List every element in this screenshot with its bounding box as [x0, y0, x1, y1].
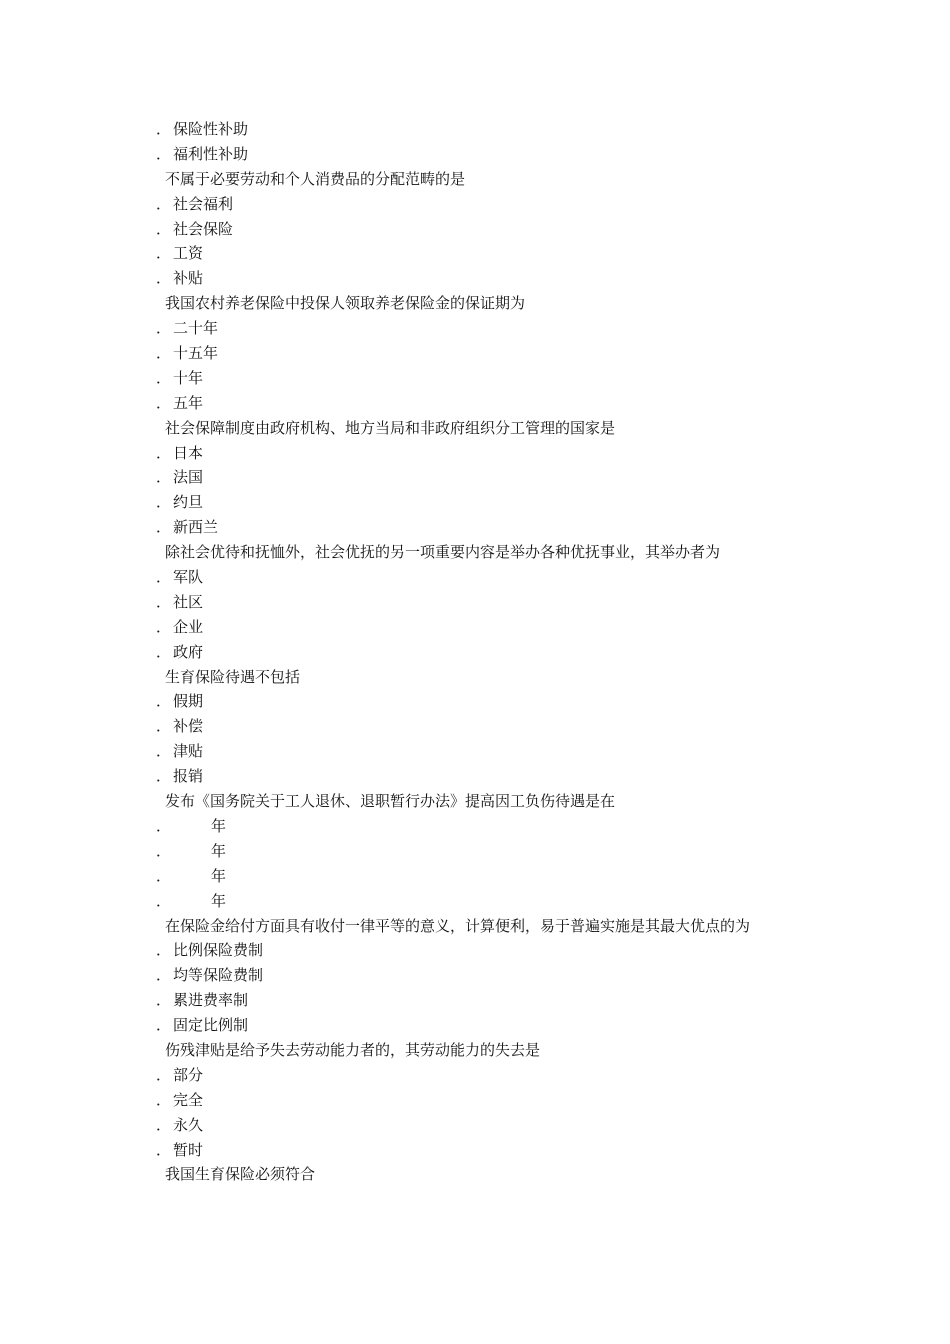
option-text: 法国: [173, 468, 204, 487]
answer-option: [146, 1063, 806, 1088]
answer-option: [146, 117, 806, 142]
option-marker: ．: [156, 941, 172, 960]
option-text: 津贴: [173, 742, 204, 761]
question-list: [146, 117, 806, 1187]
option-marker: ．: [156, 592, 172, 611]
option-marker: ．: [156, 120, 172, 138]
option-marker: ．: [156, 194, 172, 213]
answer-option: [146, 465, 806, 490]
option-marker: ．: [156, 219, 172, 238]
option-marker: ．: [156, 144, 172, 163]
option-marker: ．: [156, 244, 172, 263]
option-marker: ．: [156, 468, 172, 487]
answer-option: [146, 515, 806, 540]
option-text: 年: [211, 841, 227, 860]
option-marker: ．: [156, 1115, 172, 1134]
option-text: 部分: [173, 1065, 204, 1084]
option-text: 暂时: [173, 1140, 204, 1159]
year-option: [146, 839, 806, 864]
option-text: 五年: [173, 393, 204, 412]
option-text: 年: [211, 816, 227, 835]
option-text: 补贴: [173, 269, 204, 288]
option-text: 完全: [173, 1090, 204, 1109]
question-text: 我国生育保险必须符合: [165, 1165, 316, 1184]
option-text: 均等保险费制: [173, 966, 264, 985]
option-text: 新西兰: [173, 518, 219, 537]
option-marker: ．: [156, 767, 172, 786]
option-text: 年: [211, 866, 227, 885]
option-text: 报销: [173, 767, 204, 786]
option-text: 假期: [173, 692, 204, 711]
answer-option: [146, 764, 806, 789]
question-text: 社会保障制度由政府机构、地方当局和非政府组织分工管理的国家是: [165, 418, 616, 437]
question-text: 在保险金给付方面具有收付一律平等的意义，计算便利，易于普遍实施是其最大优点的为: [165, 916, 751, 935]
question-text: 伤残津贴是给予失去劳动能力者的，其劳动能力的失去是: [165, 1040, 541, 1059]
option-marker: ．: [156, 344, 172, 363]
question-text: 我国农村养老保险中投保人领取养老保险金的保证期为: [165, 294, 526, 313]
option-text: 比例保险费制: [173, 941, 264, 960]
option-marker: ．: [156, 518, 172, 537]
option-text: 年: [211, 891, 227, 910]
answer-option: [146, 142, 806, 167]
year-option: [146, 864, 806, 889]
option-marker: ．: [156, 1140, 172, 1159]
option-marker: ．: [156, 368, 172, 387]
option-text: 社会福利: [173, 194, 234, 213]
option-text: 固定比例制: [173, 1016, 249, 1035]
option-marker: ．: [156, 443, 172, 462]
answer-option: [146, 615, 806, 640]
option-text: 十年: [173, 368, 204, 387]
answer-option: [146, 366, 806, 391]
question-text: 除社会优待和抚恤外，社会优抚的另一项重要内容是举办各种优抚事业，其举办者为: [165, 543, 721, 562]
option-text: 永久: [173, 1115, 204, 1134]
option-marker: ．: [156, 692, 172, 711]
answer-option: [146, 192, 806, 217]
option-marker: ．: [156, 717, 172, 736]
answer-option: [146, 266, 806, 291]
option-text: 社会保险: [173, 219, 234, 238]
option-text: 约旦: [173, 493, 204, 512]
option-marker: ．: [156, 991, 172, 1010]
option-text: 累进费率制: [173, 991, 249, 1010]
answer-option: [146, 590, 806, 615]
option-marker: ．: [156, 568, 172, 587]
option-text: 社区: [173, 592, 204, 611]
option-marker: ．: [156, 1090, 172, 1109]
answer-option: [146, 316, 806, 341]
option-marker: ．: [156, 1065, 172, 1084]
year-option: [146, 814, 806, 839]
answer-option: [146, 391, 806, 416]
answer-option: [146, 963, 806, 988]
option-marker: ．: [156, 1016, 172, 1035]
answer-option: [146, 1113, 806, 1138]
year-option: [146, 889, 806, 914]
option-text: 企业: [173, 617, 204, 636]
option-marker: ．: [156, 269, 172, 288]
answer-option: [146, 490, 806, 515]
answer-option: [146, 341, 806, 366]
option-marker: ．: [156, 866, 172, 885]
option-marker: ．: [156, 617, 172, 636]
answer-option: [146, 714, 806, 739]
answer-option: [146, 565, 806, 590]
option-marker: ．: [156, 966, 172, 985]
option-text: 日本: [173, 443, 204, 462]
answer-option: [146, 689, 806, 714]
option-text: 工资: [173, 244, 204, 263]
option-text: 二十年: [173, 319, 219, 338]
option-text: 十五年: [173, 344, 219, 363]
option-marker: ．: [156, 493, 172, 512]
question-text: 发布《国务院关于工人退休、退职暂行办法》提高因工负伤待遇是在: [165, 792, 616, 811]
option-marker: ．: [156, 319, 172, 338]
option-text: 政府: [173, 642, 204, 661]
option-marker: ．: [156, 816, 172, 835]
option-text: 保险性补助: [173, 120, 249, 138]
answer-option: [146, 938, 806, 963]
option-text: 补偿: [173, 717, 204, 736]
option-marker: ．: [156, 841, 172, 860]
option-text: 福利性补助: [173, 144, 249, 163]
answer-option: [146, 1088, 806, 1113]
answer-option: [146, 739, 806, 764]
answer-option: [146, 217, 806, 242]
option-marker: ．: [156, 891, 172, 910]
answer-option: [146, 1138, 806, 1163]
answer-option: [146, 241, 806, 266]
question-text: 不属于必要劳动和个人消费品的分配范畴的是: [165, 169, 466, 188]
answer-option: [146, 640, 806, 665]
question-text: 生育保险待遇不包括: [165, 667, 301, 686]
answer-option: [146, 988, 806, 1013]
answer-option: [146, 1013, 806, 1038]
option-marker: ．: [156, 642, 172, 661]
option-marker: ．: [156, 393, 172, 412]
option-text: 军队: [173, 568, 204, 587]
option-marker: ．: [156, 742, 172, 761]
answer-option: [146, 441, 806, 466]
